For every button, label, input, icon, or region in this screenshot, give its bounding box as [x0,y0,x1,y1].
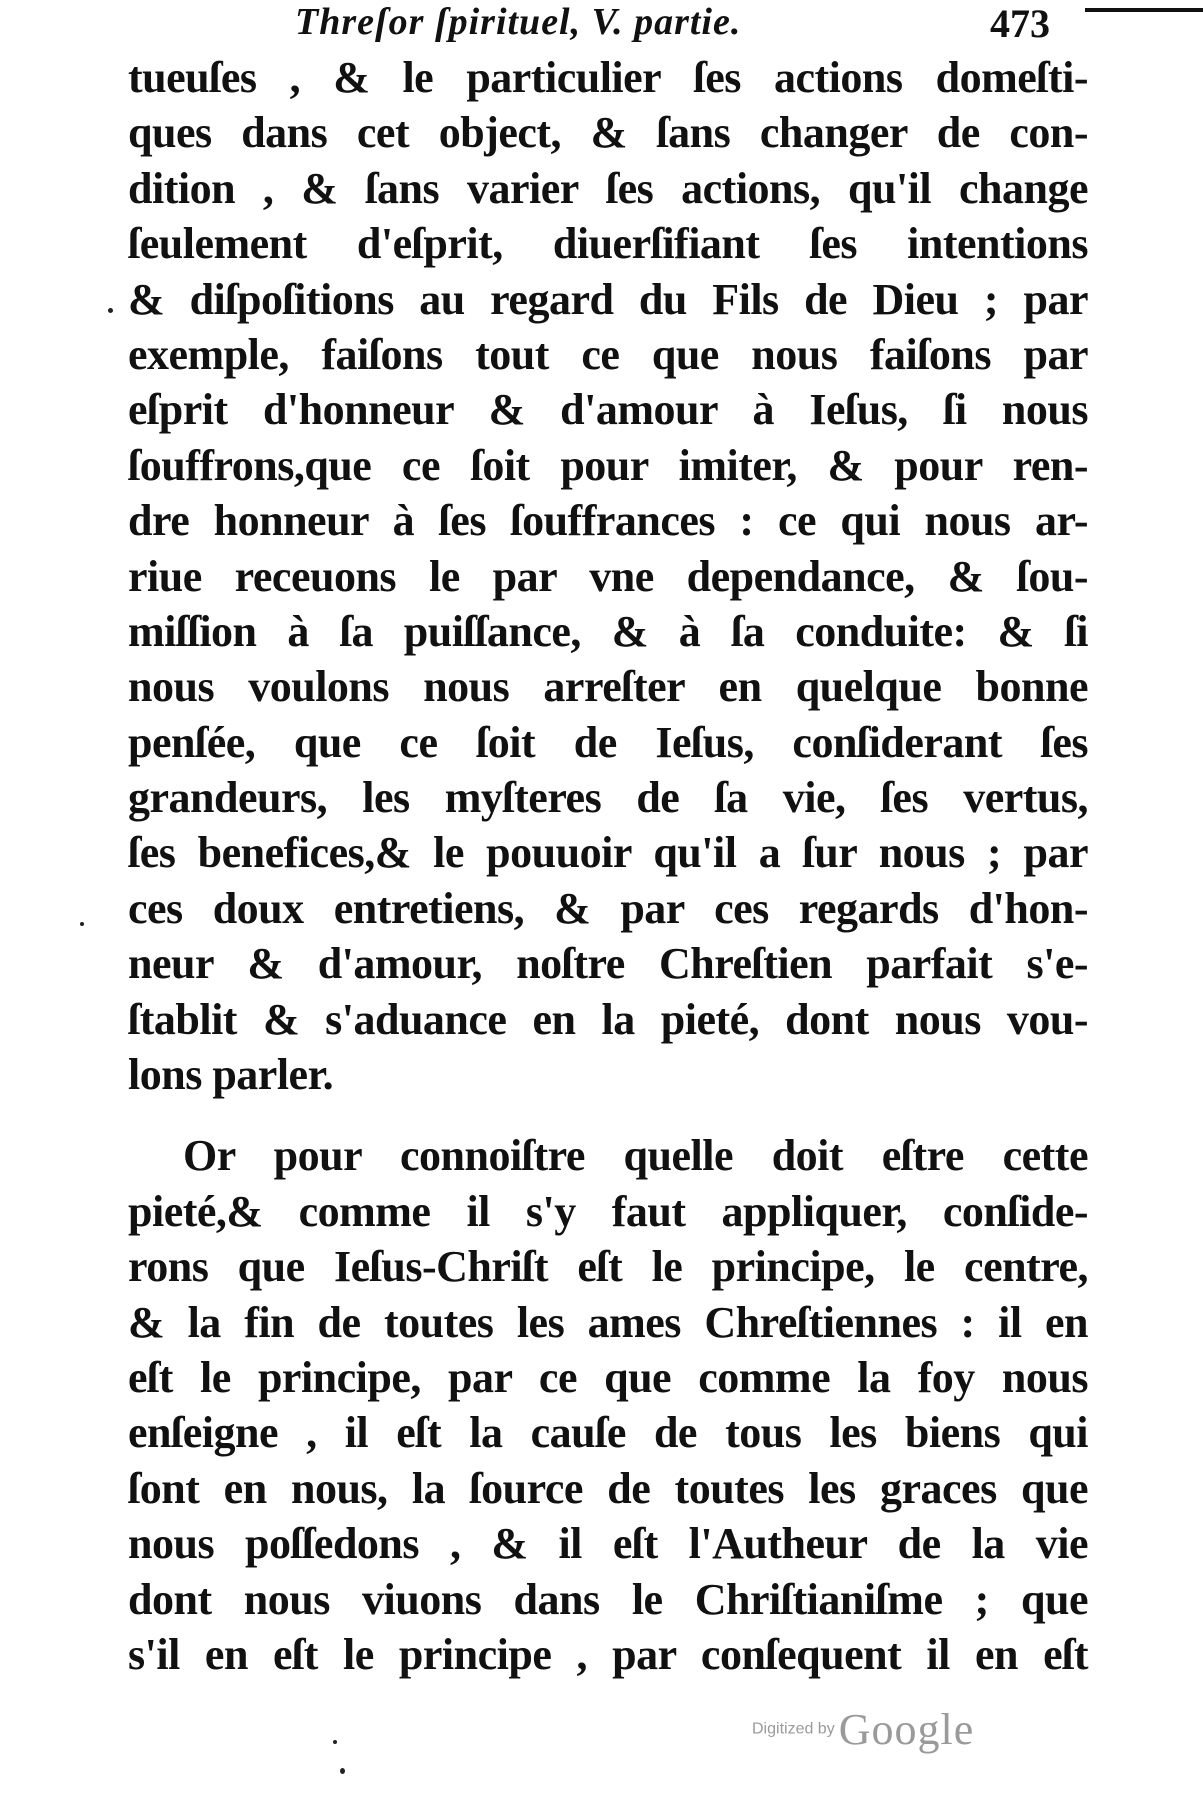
text-line: & la fin de toutes les ames Chreſtiennes : il en [128,1297,1088,1347]
ink-speck [80,922,84,926]
ink-speck [333,1740,337,1744]
text-line: ques dans cet object, & ſans changer de con- [128,108,1088,158]
google-logo: Google [838,1705,975,1754]
text-line: dre honneur à ſes ſouffrances : ce qui nous ar- [128,496,1088,546]
digitized-by-google-watermark [752,1704,974,1755]
text-line: ſes benefices,& le pouuoir qu'il a ſur nous ; par [128,828,1088,878]
ink-speck [108,308,113,313]
ink-speck [340,1768,345,1774]
text-line: nous voulons nous arreſter en quelque bonne [128,662,1088,712]
text-line: ſouffrons,que ce ſoit pour imiter, & pour ren- [128,440,1088,490]
text-line: enſeigne , il eſt la cauſe de tous les biens qui [128,1408,1088,1458]
paragraph-2 [128,1128,1088,1682]
text-line: riue receuons le par vne dependance, & ſou- [128,551,1088,601]
text-body [128,50,1088,1682]
paragraph-1 [128,50,1088,1102]
watermark-prefix: Digitized by [752,1720,835,1738]
text-line: ſont en nous, la ſource de toutes les graces que [128,1463,1088,1513]
running-head-title: Threſor ſpirituel, V. partie. [295,1,742,43]
text-line: dition , & ſans varier ſes actions, qu'il change [128,163,1088,213]
text-line: pieté,& comme il s'y faut appliquer, conſide- [128,1186,1088,1236]
paragraph-gap [128,1102,1088,1128]
text-line: eſt le principe, par ce que comme la foy nous [128,1352,1088,1402]
text-line: nous poſſedons , & il eſt l'Autheur de la vie [128,1519,1088,1569]
text-line: rons que Ieſus-Chriſt eſt le principe, le centre, [128,1242,1088,1292]
text-line: grandeurs, les myſteres de ſa vie, ſes vertus, [128,773,1088,823]
text-line: Or pour connoiſtre quelle doit eſtre cette [183,1131,1088,1181]
text-line: neur & d'amour, noſtre Chreſtien parfait s'e- [128,939,1088,989]
top-edge-rule [1085,8,1203,12]
text-line: & diſpoſitions au regard du Fils de Dieu ; par [128,274,1088,324]
text-line: tueuſes , & le particulier ſes actions domeſti- [128,53,1088,102]
text-line: dont nous viuons dans le Chriſtianiſme ; que [128,1574,1088,1624]
text-line: ſeulement d'eſprit, diuerſifiant ſes intentions [128,219,1088,269]
text-line: s'il en eſt le principe , par conſequent il en eſt [128,1629,1088,1679]
text-line: ces doux entretiens, & par ces regards d'hon- [128,883,1088,933]
text-line: eſprit d'honneur & d'amour à Ieſus, ſi nous [128,385,1088,435]
text-line: exemple, faiſons tout ce que nous faiſons par [128,329,1088,379]
text-line: ſtablit & s'aduance en la pieté, dont nous vou- [128,994,1088,1044]
text-line: penſée, que ce ſoit de Ieſus, conſiderant ſes [128,717,1088,767]
text-line: lons parler. [128,1050,334,1100]
text-line: miſſion à ſa puiſſance, & à ſa conduite: & ſi [128,606,1088,656]
page-number: 473 [990,1,1050,46]
